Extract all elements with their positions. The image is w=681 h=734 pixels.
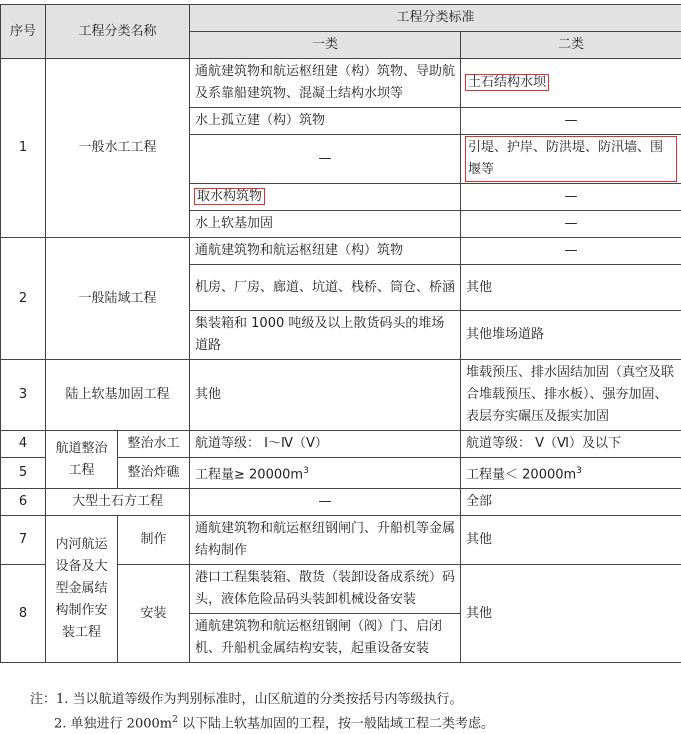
row1-e-class1: 水上软基加固 [190,211,461,238]
row2-seq: 2 [1,238,46,360]
table-row [1,516,681,565]
row4-class2: 航道等级： Ⅴ（Ⅵ）及以下 [461,431,681,458]
row78-group: 内河航运设备及大型金属结构制作安装工程 [46,516,118,663]
row5-class1 [190,458,461,489]
row2-b-class1: 机房、厂房、廊道、坑道、栈桥、筒仓、桥涵 [190,265,461,311]
note-2-part-b: 以下陆上软基加固的工程，按一般陆域工程二类考虑。 [178,716,494,731]
header-standard: 工程分类标准 [190,5,681,32]
unit-superscript: 3 [576,466,582,476]
highlight-box: 土石结构水坝 [466,75,548,90]
row5-class1-text: 工程量≥ 20000m [195,467,303,482]
row2-a-class1: 通航建筑物和航运枢纽建（构）筑物 [190,238,461,265]
row1-e-class2: — [461,211,681,238]
table-row [1,59,681,108]
row5-sub: 整治炸礁 [118,458,190,489]
header-name: 工程分类名称 [46,5,190,59]
row1-a-class1: 通航建筑物和航运枢纽建（构）筑物、导助航及系靠船建筑物、混凝土结构水坝等 [190,59,461,108]
row7-seq: 7 [1,516,46,565]
row3-name: 陆上软基加固工程 [46,360,190,431]
row1-c-class2 [461,135,681,184]
row2-a-class2: — [461,238,681,265]
row1-c-class1: — [190,135,461,184]
row7-class1: 通航建筑物和航运枢纽钢闸门、升船机等金属结构制作 [190,516,461,565]
highlight-box: 取水构筑物 [195,189,264,204]
row1-d-class1 [190,184,461,211]
row8-class2: 其他 [461,565,681,663]
table-row [1,431,681,458]
row1-name: 一般水工工程 [46,59,190,238]
row45-group: 航道整治工程 [46,431,118,489]
header-seq: 序号 [1,5,46,59]
note-2 [30,710,494,734]
highlight-box: 引堤、护岸、防洪堤、防汛墙、围堰等 [466,137,676,181]
note-1: 注：1. 当以航道等级作为判别标准时，山区航道的分类按括号内等级执行。 [30,690,494,710]
row6-class2: 全部 [461,489,681,516]
table-row [1,238,681,265]
row5-class2-text: 工程量＜ 20000m [466,467,576,482]
note-2-part-a: 2. 单独进行 2000m [54,716,172,731]
row1-b-class1: 水上孤立建（构）筑物 [190,108,461,135]
note-2-superscript: 2 [172,715,178,725]
row3-seq: 3 [1,360,46,431]
header-row-1 [1,5,681,32]
row4-class1: 航道等级： Ⅰ～Ⅳ（Ⅴ） [190,431,461,458]
row1-seq: 1 [1,59,46,238]
row6-class1: — [190,489,461,516]
row8-seq: 8 [1,565,46,663]
engineering-classification-table [0,4,681,663]
header-class1: 一类 [190,32,461,59]
table-row [1,360,681,431]
row8-sub: 安装 [118,565,190,663]
row6-seq: 6 [1,489,46,516]
row2-name: 一般陆域工程 [46,238,190,360]
header-class2: 二类 [461,32,681,59]
row3-class2: 堆载预压、排水固结加固（真空及联合堆载预压、排水板）、强夯加固、表层夯实碾压及振实加固 [461,360,681,431]
notes [30,690,494,734]
unit-superscript: 3 [303,466,309,476]
row5-class2 [461,458,681,489]
row4-seq: 4 [1,431,46,458]
row8b-class1: 通航建筑物和航运枢纽钢闸（阀）门、启闭机、升船机金属结构安装，起重设备安装 [190,614,461,663]
row2-b-class2: 其他 [461,265,681,311]
row1-d-class2: — [461,184,681,211]
row7-sub: 制作 [118,516,190,565]
row4-sub: 整治水工 [118,431,190,458]
row1-b-class2: — [461,108,681,135]
row2-c-class1: 集装箱和 1000 吨级及以上散货码头的堆场道路 [190,311,461,360]
row3-class1: 其他 [190,360,461,431]
row1-a-class2 [461,59,681,108]
row7-class2: 其他 [461,516,681,565]
row5-seq: 5 [1,458,46,489]
row2-c-class2: 其他堆场道路 [461,311,681,360]
row8a-class1: 港口工程集装箱、散货（装卸设备成系统）码头，液体危险品码头装卸机械设备安装 [190,565,461,614]
table-row [1,489,681,516]
row6-name: 大型土石方工程 [46,489,190,516]
